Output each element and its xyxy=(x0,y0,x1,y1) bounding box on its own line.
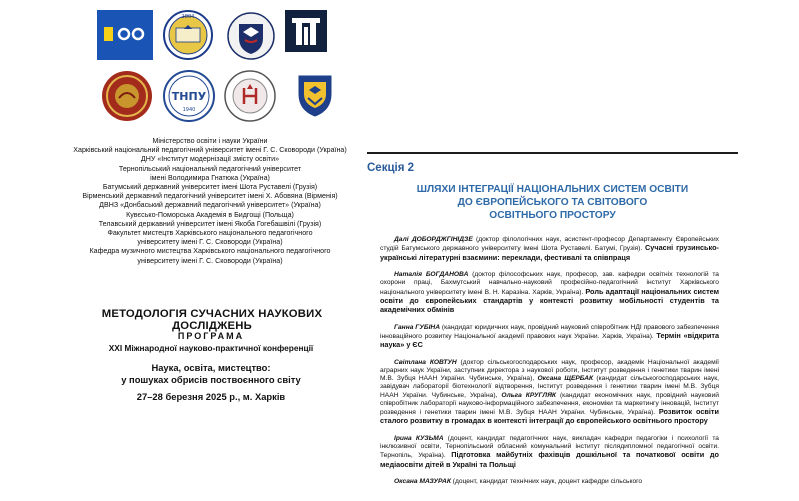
conference-theme xyxy=(60,362,362,386)
organizer-line: Факультет мистецтв Харківського національного педагогічного університету імені Г. С. Сковороди (Україна) xyxy=(107,229,313,247)
donbas-university-logo xyxy=(295,70,335,118)
organizer-line: ДВНЗ «Донбаський державний педагогічний університет» (Україна) xyxy=(99,201,321,210)
tnpu-logo-icon xyxy=(163,70,215,122)
theme-line-2: у пошуках обрисів поствоєнного світу xyxy=(121,374,301,385)
programme-label: ПРОГРАМА xyxy=(177,331,245,341)
modernization-institute-logo xyxy=(227,10,275,62)
list-item xyxy=(380,435,719,470)
author-name: Ірина КУЗЬМА xyxy=(394,434,444,442)
author-affiliation: (кандидат сільськогосподарських наук, завідувач лабораторії біотехнології відтворення, Інститут розведення і генетики тварин імені М.В. Зубця НААН України. Чубинське, Україна), xyxy=(380,375,719,399)
author-affiliation: (доктор філологічних наук, асистент-професор Департаменту Європейських студій Батумського державного університету імені Шота Руставелі. Батумі, Грузія). xyxy=(380,236,719,253)
talk-title: Підготовка майбутніх фахівців дошкільної та початкової освіти до медіаосвіти дітей в Україні та Польщі xyxy=(380,450,719,469)
organizer-line: Тернопільський національний педагогічний університет імені Володимира Гнатюка (Україна) xyxy=(118,164,302,182)
talk-title: Термін «відкрита наука» у ЄС xyxy=(380,330,719,350)
author-name: Ольга КРУГЛЯК xyxy=(501,391,556,399)
section-title-text: ШЛЯХИ ІНТЕГРАЦІЇ НАЦІОНАЛЬНИХ СИСТЕМ ОСВІТИ ДО ЄВРОПЕЙСЬКОГО ТА СВІТОВОГО ОСВІТНЬОГО ПРОСТОРУ xyxy=(416,184,689,221)
conference-dates: 27–28 березня 2025 р., м. Харків xyxy=(136,391,286,402)
donbas-university-logo-icon xyxy=(295,70,335,118)
organizer-line: Батумський державний університет імені Шота Руставелі (Грузія) xyxy=(102,183,318,192)
modernization-institute-logo-icon xyxy=(227,10,275,62)
author-name: Далі ДОБОРДЖГІНІДЗЕ xyxy=(394,236,473,243)
programme-block xyxy=(60,331,362,402)
logo-year: 1804 xyxy=(181,14,195,20)
batumi-university-logo xyxy=(101,70,153,122)
organizer-line: Кувєсько-Поморська Академія в Бидгощі (Польща) xyxy=(126,210,294,219)
organizers-list xyxy=(60,137,360,266)
section-title xyxy=(380,183,725,222)
author-name: Наталія БОГДАНОВА xyxy=(394,271,469,279)
ternopil-university-logo-icon xyxy=(285,10,327,52)
skovoroda-university-logo-icon xyxy=(163,7,213,63)
talk-title: Сучасні грузинсько-українські літературні взаємини: переклади, фестивалі та співпраця xyxy=(380,243,719,262)
header-divider xyxy=(367,152,738,154)
batumi-university-logo-icon xyxy=(101,70,153,122)
tnpu-logo-text: ТНПУ xyxy=(171,90,207,103)
author-name: Оксана МАЗУРАК xyxy=(394,478,451,486)
academia-pomorska-logo-icon xyxy=(224,70,276,122)
author-name: Світлана КОВТУН xyxy=(394,358,457,366)
author-affiliation: (кандидат юридичних наук, провідний науковий співробітник НДІ правового забезпечення інноваційного розвитку Національної академії правових наук України. Харків, Україна). xyxy=(380,323,719,340)
ministry-education-logo xyxy=(96,9,154,61)
academia-pomorska-logo xyxy=(224,70,276,122)
tnpu-logo xyxy=(163,70,215,122)
organizer-line: Міністерство освіти і науки України xyxy=(152,137,268,145)
ministry-education-logo-icon xyxy=(96,9,154,61)
list-item xyxy=(380,359,719,427)
organizer-line: Харківський національний педагогічний університет імені Г. С. Сковороди (Україна) xyxy=(73,146,347,155)
list-item xyxy=(380,271,719,315)
main-title: МЕТОДОЛОГІЯ СУЧАСНИХ НАУКОВИХ ДОСЛІДЖЕНЬ xyxy=(101,308,323,332)
conference-line: XXI Міжнародної науково-практичної конференції xyxy=(108,343,314,353)
skovoroda-university-logo xyxy=(163,7,213,63)
author-affiliation: (доцент, кандидат педагогічних наук, викладач кафедри педагогіки і психології та інклюзивної освіти, Тернопільський обласний комунальний інститут післядипломної педагогічної освіти. Тернопіль, Україна). xyxy=(380,434,719,460)
list-item xyxy=(380,478,719,486)
tnpu-logo-year: 1940 xyxy=(182,107,196,113)
list-item xyxy=(380,236,719,263)
author-affiliation: (доцент, кандидат технічних наук, доцент кафедри сільського xyxy=(450,478,643,486)
organizer-line: ДНУ «Інститут модернізації змісту освіти» xyxy=(140,155,280,164)
theme-line-1: Наука, освіта, мистецтво: xyxy=(151,362,271,373)
author-affiliation: (доктор сільськогосподарських наук, професор, академік Національної академії аграрних наук України, заступник директора з наукової роботи, Інститут розведення і генетики тварин імені М.В. Зубця НААН України. Чубинське, Україна), xyxy=(380,358,719,383)
organizer-line: Кафедра музичного мистецтва Харківського національного педагогічного університету імені Г. С. Сковороди (Україна) xyxy=(89,247,331,265)
ternopil-university-logo xyxy=(285,10,327,52)
section-label: Секція 2 xyxy=(367,162,415,174)
organizer-line: Вірменський державний педагогічний університет імені Х. Абовяна (Вірменія) xyxy=(82,192,338,201)
entries-list xyxy=(380,236,719,495)
author-affiliation: (кандидат економічних наук, провідний науковий співробітник лабораторії науково-інформаційного забезпечення, економіки та маркетингу інновацій, Інститут розведення і генетики тварин імені М.В. Зубця НААН України. Чубинське, Україна). xyxy=(380,391,719,417)
talk-title: Розвиток освіти сталого розвитку в громадах в контексті інтеграції до європейського освітнього простору xyxy=(380,407,719,426)
organizer-line: Телавський державний університет імені Якоба Гогебашвілі (Грузія) xyxy=(98,219,322,228)
talk-title: Роль адаптації національних систем освіти до європейських стандартів у контексті розвитку мобільності студентів та академічних обмінів xyxy=(380,286,720,315)
author-name: Оксана ЩЕРБАК xyxy=(537,375,594,383)
author-affiliation: (доктор філософських наук, професор, зав. кафедри освітніх технологій та охорони праці, Бахмутський навчально-науковий професійно-педагогічний інститут Харківського національного університету імені В. Н. Каразіна. Харків, Україна). xyxy=(380,271,719,296)
author-name: Ганна ГУБІНА xyxy=(394,323,441,331)
list-item xyxy=(380,324,719,351)
